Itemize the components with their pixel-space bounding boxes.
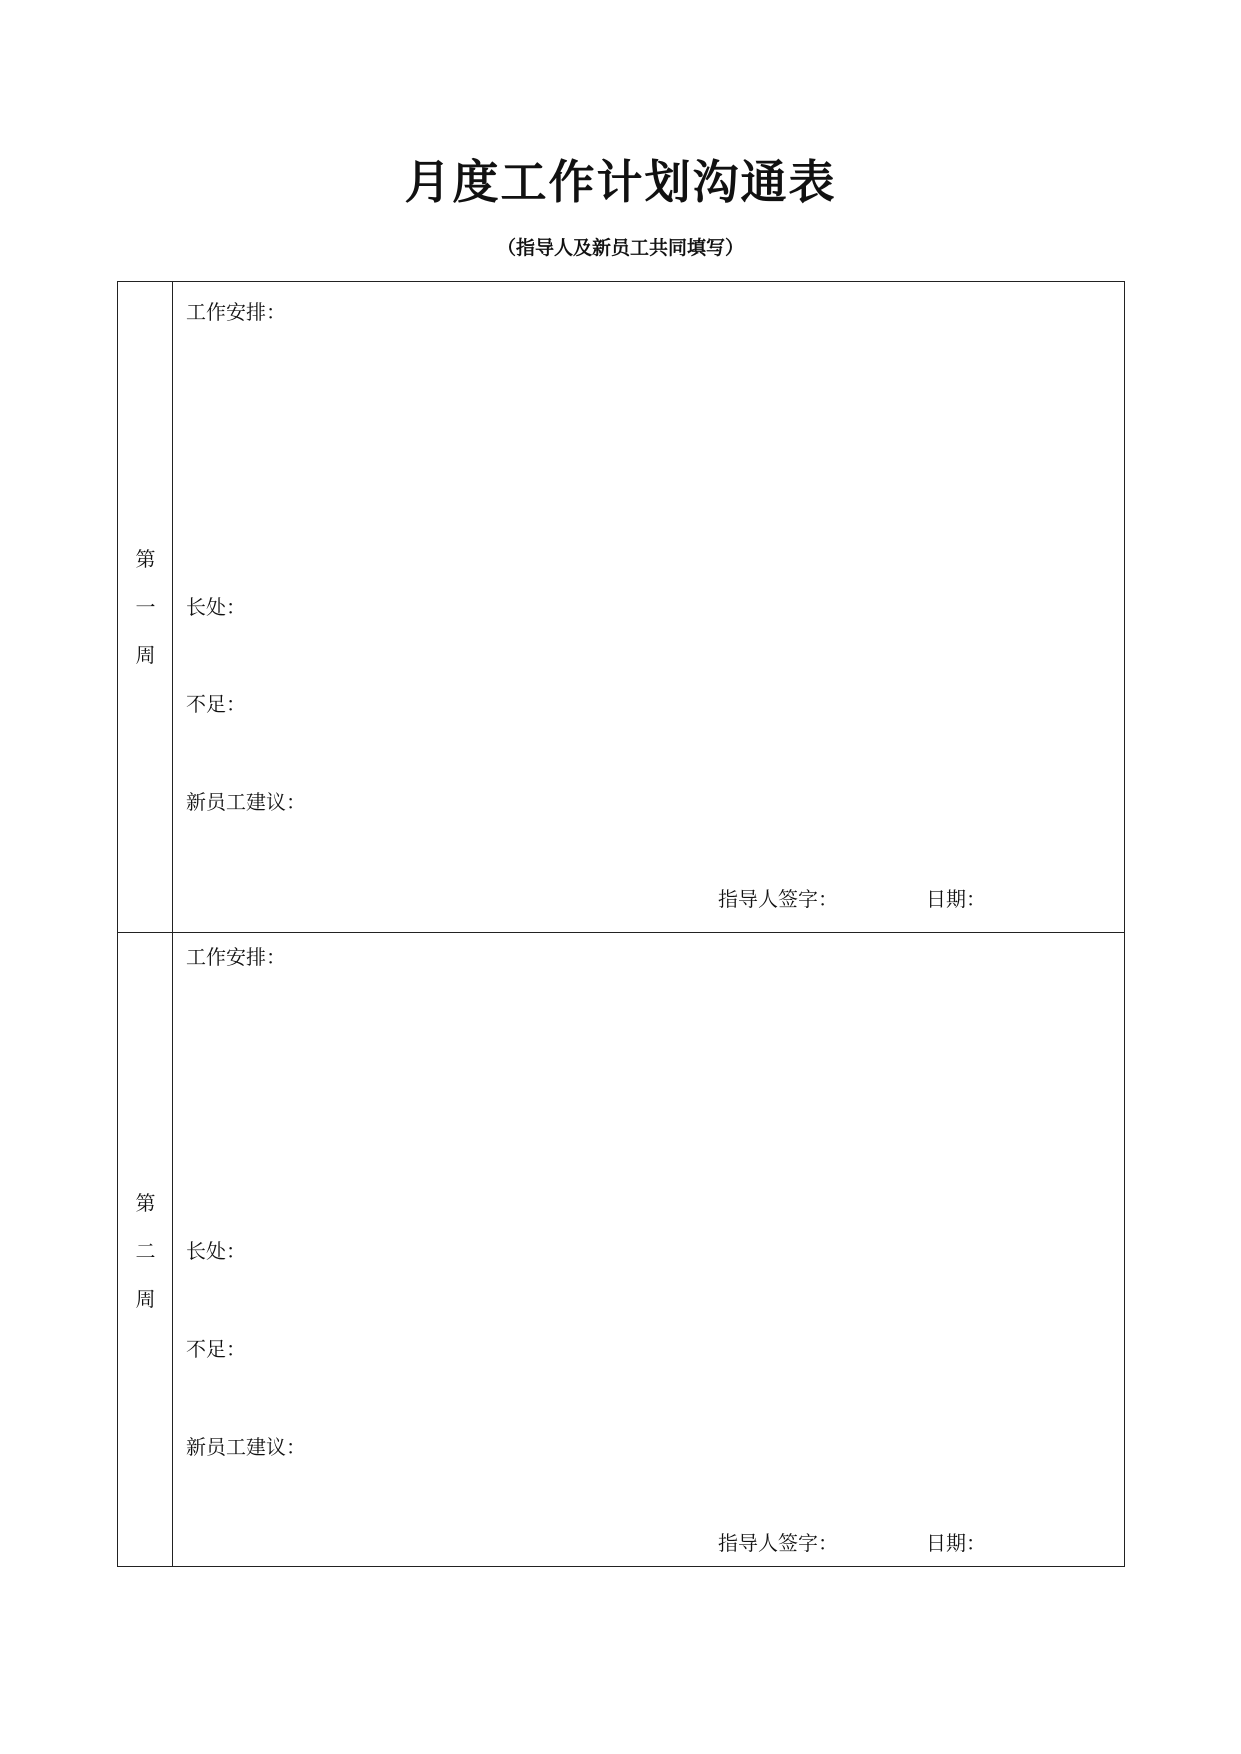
mentor-signature-label: 指导人签字： [718, 887, 838, 911]
page-subtitle: （指导人及新员工共同填写） [496, 237, 744, 259]
week-content-cell[interactable] [173, 282, 1124, 932]
weaknesses-label: 不足： [186, 1337, 246, 1361]
week-label-char: 周 [135, 1287, 156, 1311]
week-label-char: 二 [135, 1239, 156, 1263]
work-arrangement-label: 工作安排： [186, 945, 286, 969]
week-label-char: 第 [135, 1191, 156, 1215]
week-section-2 [118, 932, 1124, 1566]
date-label: 日期： [926, 1531, 986, 1555]
employee-suggestion-label: 新员工建议： [186, 790, 306, 814]
week-content-cell[interactable] [173, 933, 1124, 1566]
mentor-signature-label: 指导人签字： [718, 1531, 838, 1555]
weaknesses-label: 不足： [186, 692, 246, 716]
week-label-cell [118, 282, 173, 932]
week-label-char: 周 [135, 643, 156, 667]
plan-form-table [117, 281, 1125, 1567]
page-title: 月度工作计划沟通表 [404, 155, 837, 209]
employee-suggestion-label: 新员工建议： [186, 1435, 306, 1459]
week-section-1 [118, 282, 1124, 932]
strengths-label: 长处： [186, 595, 246, 619]
date-label: 日期： [926, 887, 986, 911]
strengths-label: 长处： [186, 1239, 246, 1263]
week-label-char: 一 [135, 595, 156, 619]
week-label-char: 第 [135, 547, 156, 571]
work-arrangement-label: 工作安排： [186, 300, 286, 324]
week-label-cell [118, 933, 173, 1566]
